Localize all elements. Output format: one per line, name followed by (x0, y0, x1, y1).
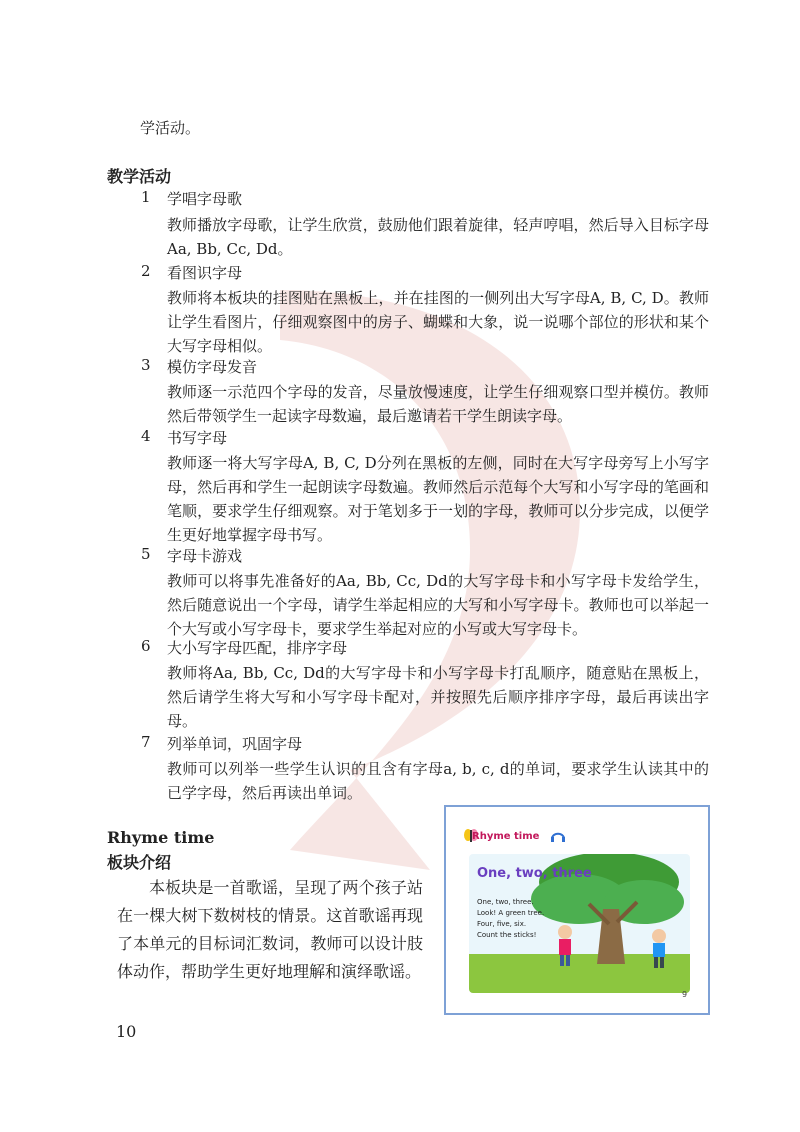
activity-title: 书写字母 (167, 429, 228, 447)
continued-text: 学活动。 (140, 119, 201, 137)
rhyme-line: Four, five, six. (477, 920, 527, 928)
page-number: 10 (116, 1022, 137, 1041)
activity-title: 大小写字母匹配，排序字母 (167, 639, 348, 657)
section-title: 教学活动 (107, 167, 172, 186)
activity-title: 学唱字母歌 (167, 190, 243, 208)
activity-body: 教师将Aa, Bb, Cc, Dd的大写字母卡和小写字母卡打乱顺序，随意贴在黑板上，然后请学生将大写和小写字母卡配对，并按照先后顺序排序字母，最后再读出字母。 (167, 664, 709, 730)
activity-body: 教师播放字母歌，让学生欣赏，鼓励他们跟着旋律，轻声哼唱，然后导入目标字母Aa, Bb, Cc, Dd。 (167, 216, 709, 258)
activity-number: 5 (141, 545, 151, 563)
headphones-icon (550, 829, 566, 843)
activity-body: 教师将本板块的挂图贴在黑板上，并在挂图的一侧列出大写字母A, B, C, D。教师让学生看图片，仔细观察图中的房子、蝴蝶和大象，说一说哪个部位的形状和某个大写字母相似。 (167, 289, 709, 355)
rhyme-heading: Rhyme time (107, 828, 215, 847)
rhyme-description: 本板块是一首歌谣，呈现了两个孩子站在一棵大树下数树枝的情景。这首歌谣再现了本单元的目标词汇数词，教师可以设计肢体动作，帮助学生更好地理解和演绎歌谣。 (117, 878, 423, 981)
activity-number: 6 (141, 637, 151, 655)
activity-number: 1 (141, 188, 151, 206)
rhyme-illustration-card (444, 805, 710, 1015)
rhyme-subheading: 板块介绍 (107, 853, 172, 872)
activity-body: 教师逐一将大写字母A, B, C, D分列在黑板的左侧，同时在大写字母旁写上小写字母，然后再和学生一起朗读字母数遍。教师然后示范每个大写和小写字母的笔画和笔顺，要求学生仔细观察。对于笔划多于一划的字母，教师可以分步完成，以便学生更好地掌握字母书写。 (167, 454, 709, 544)
activity-title: 字母卡游戏 (167, 547, 243, 565)
activity-title: 列举单词，巩固字母 (167, 735, 303, 753)
rhyme-line: Count the sticks! (477, 931, 537, 939)
activity-title: 模仿字母发音 (167, 358, 258, 376)
rhyme-line: Look! A green tree. (477, 909, 545, 917)
activity-body: 教师可以列举一些学生认识的且含有字母a, b, c, d的单词，要求学生认读其中的已学字母，然后再读出单词。 (167, 760, 709, 802)
rhyme-time-label: Rhyme time (472, 831, 540, 842)
rhyme-title: One, two, three (477, 866, 592, 881)
activity-number: 3 (141, 356, 151, 374)
rhyme-scene (469, 854, 690, 993)
activity-title: 看图识字母 (167, 264, 243, 282)
card-page-mark: 9 (682, 990, 688, 999)
activity-body: 教师可以将事先准备好的Aa, Bb, Cc, Dd的大写字母卡和小写字母卡发给学生，然后随意说出一个字母，请学生举起相应的大写和小写字母卡。教师也可以举起一个大写或小写字母卡，要求学生举起对应的小写或大写字母卡。 (167, 572, 709, 638)
activity-body: 教师逐一示范四个字母的发音，尽量放慢速度，让学生仔细观察口型并模仿。教师然后带领学生一起读字母数遍，最后邀请若干学生朗读字母。 (167, 383, 709, 425)
activity-number: 7 (141, 733, 151, 751)
rhyme-line: One, two, three. (477, 898, 534, 906)
activity-number: 2 (141, 262, 151, 280)
activity-number: 4 (141, 427, 151, 445)
